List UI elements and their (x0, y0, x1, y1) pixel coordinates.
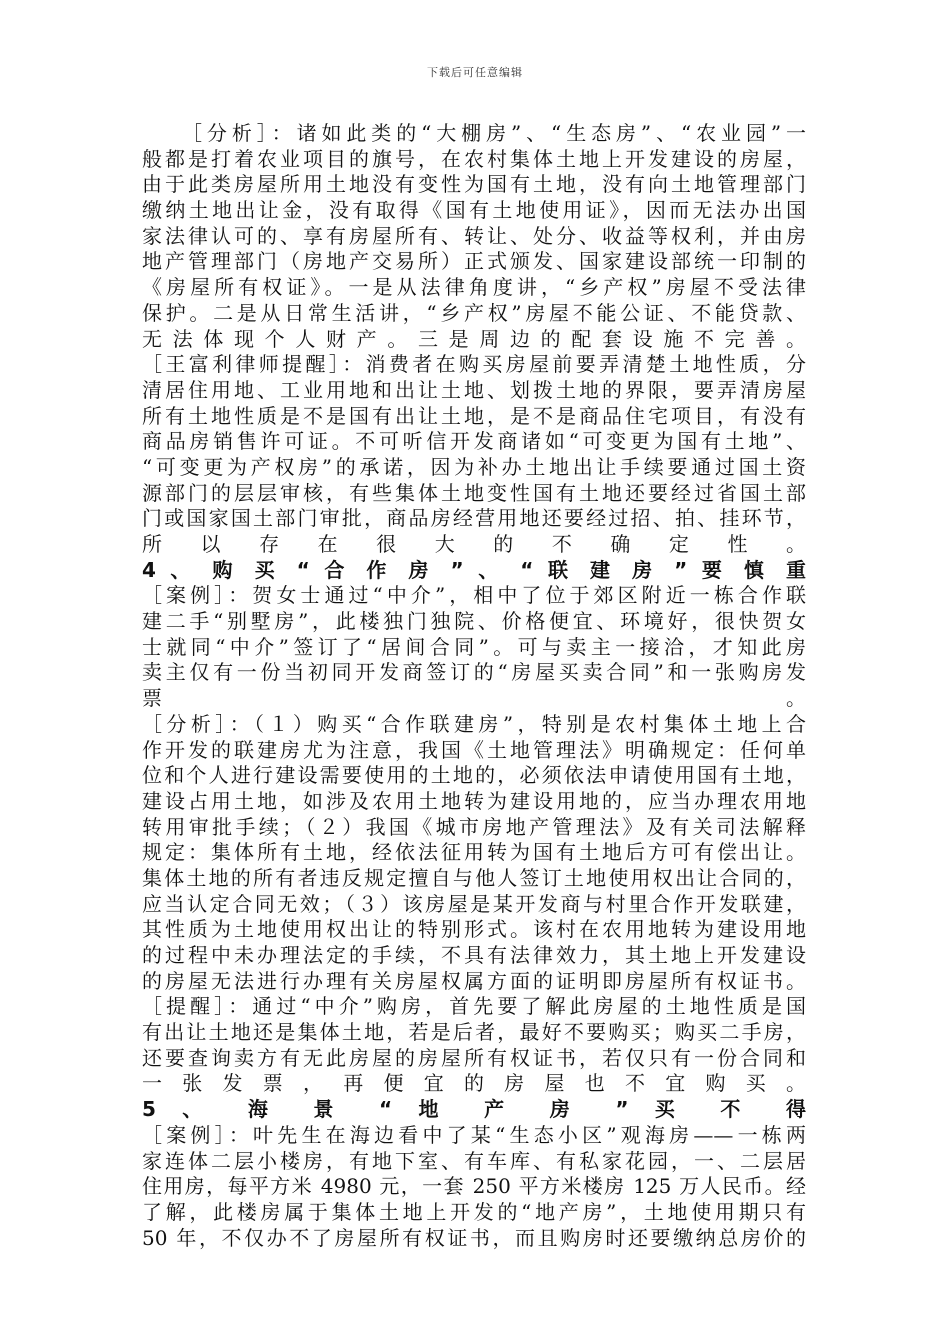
text-line: ［案例］：贺女士通过“中介”，相中了位于郊区附近一栋合作联 (142, 583, 806, 608)
text-line: 的过程中未办理法定的手续，不具有法律效力，其土地上开发建设 (142, 943, 806, 967)
text-line: 规定：集体所有土地，经依法征用转为国有土地后方可有偿出让。 (142, 840, 806, 865)
text-line: 缴纳土地出让金，没有取得《国有土地使用证》，因而无法办出国 (142, 198, 806, 223)
text-line: 一 张 发 票 ， 再 便 宜 的 房 屋 也 不 宜 购 买 。 (142, 1071, 806, 1096)
text-line: 《房屋所有权证》。一是从法律角度讲，“乡产权”房屋不受法律 (142, 275, 806, 300)
text-line: 住用房，每平方米 4980 元，一套 250 平方米楼房 125 万人民币。经 (142, 1174, 806, 1199)
text-line: 保护。二是从日常生活讲，“乡产权”房屋不能公证、不能贷款、 (142, 300, 806, 325)
text-line: 商品房销售许可证。不可听信开发商诸如“可变更为国有土地”、 (142, 429, 806, 454)
text-line: 所有土地性质是不是国有出让土地，是不是商品住宅项目，有没有 (142, 403, 806, 428)
text-line: 有出让土地还是集体土地，若是后者，最好不要购买；购买二手房， (142, 1020, 806, 1045)
text-line: 了解，此楼房属于集体土地上开发的“地产房”，土地使用期只有 (142, 1199, 806, 1224)
text-line: 由于此类房屋所用土地没有变性为国有土地，没有向土地管理部门 (142, 172, 806, 197)
text-line: 源部门的层层审核，有些集体土地变性国有土地还要经过省国土部 (142, 480, 806, 505)
text-line: “可变更为产权房”的承诺，因为补办土地出让手续要通过国土资 (142, 454, 806, 479)
text-line: 门或国家国土部门审批，商品房经营用地还要经过招、拍、挂环节， (142, 506, 806, 531)
text-line: 位和个人进行建设需要使用的土地的，必须依法申请使用国有土地， (142, 763, 806, 788)
text-line: 清居住用地、工业用地和出让土地、划拨土地的界限，要弄清房屋 (142, 377, 806, 402)
text-line: 建二手“别墅房”，此楼独门独院、价格便宜、环境好，很快贺女 (142, 609, 806, 634)
text-line: 票 。 (142, 686, 806, 711)
text-line: 地产管理部门（房地产交易所）正式颁发、国家建设部统一印制的 (142, 249, 806, 274)
text-line: 卖主仅有一份当初同开发商签订的“房屋买卖合同”和一张购房发 (142, 660, 806, 685)
text-line: 家连体二层小楼房，有地下室、有车库、有私家花园，一、二层居 (142, 1148, 806, 1173)
text-line: 50 年，不仅办不了房屋所有权证书，而且购房时还要缴纳总房价的 (142, 1225, 806, 1250)
text-line: 士就同“中介”签订了“居间合同”。可与卖主一接洽，才知此房 (142, 634, 806, 659)
page-header-note: 下载后可任意编辑 (427, 66, 523, 79)
text-line: 其性质为土地使用权出让的特别形式。该村在农用地转为建设用地 (142, 917, 806, 942)
section-heading: 4 、 购 买 “ 合 作 房 ” 、 “ 联 建 房 ” 要 慎 重 (142, 557, 806, 582)
text-line: 集体土地的所有者违反规定擅自与他人签订土地使用权出让合同的， (142, 865, 806, 890)
text-line: 家法律认可的、享有房屋所有、转让、处分、收益等权利，并由房 (142, 223, 806, 248)
text-line: 还要查询卖方有无此房屋的房屋所有权证书，若仅只有一份合同和 (142, 1045, 806, 1070)
text-line: 无 法 体 现 个 人 财 产 。 三 是 周 边 的 配 套 设 施 不 完 善 。 (142, 326, 806, 351)
text-line: ［王富利律师提醒］：消费者在购买房屋前要弄清楚土地性质，分 (142, 352, 806, 377)
document-body (142, 121, 806, 1251)
text-line: 应当认定合同无效；（３）该房屋是某开发商与村里合作开发联建， (142, 891, 806, 916)
text-line: ［分析］：诸如此类的“大棚房”、“生态房”、“农业园”一 (182, 121, 806, 145)
text-line: 般都是打着农业项目的旗号，在农村集体土地上开发建设的房屋， (142, 146, 806, 171)
text-line: 的房屋无法进行办理有关房屋权属方面的证明即房屋所有权证书。 (142, 968, 806, 993)
text-line: ［提醒］：通过“中介”购房，首先要了解此房屋的土地性质是国 (142, 994, 806, 1019)
text-line: 所 以 存 在 很 大 的 不 确 定 性 。 (142, 532, 806, 556)
text-line: 建设占用土地，如涉及农用土地转为建设用地的，应当办理农用地 (142, 788, 806, 813)
section-heading: 5 、 海 景 “ 地 产 房 ” 买 不 得 (142, 1097, 806, 1122)
text-line: 转用审批手续；（２）我国《城市房地产管理法》及有关司法解释 (142, 814, 806, 839)
text-line: 作开发的联建房尤为注意，我国《土地管理法》明确规定：任何单 (142, 737, 806, 762)
text-line: ［案例］：叶先生在海边看中了某“生态小区”观海房——一栋两 (142, 1122, 806, 1147)
text-line: ［分析］：（１）购买“合作联建房”，特别是农村集体土地上合 (142, 711, 806, 736)
